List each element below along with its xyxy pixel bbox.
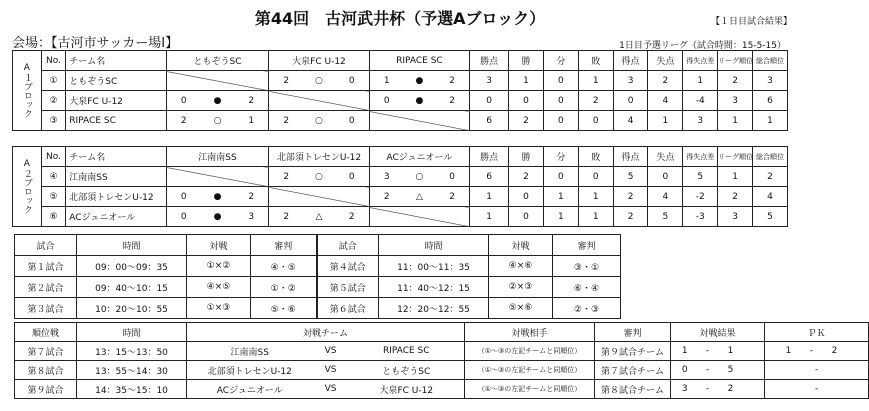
match-time: 13：15～13：50: [77, 342, 187, 361]
result-home: 0: [671, 361, 699, 380]
pk-spacer: [765, 342, 775, 361]
score-for: 3: [383, 171, 390, 182]
match-result-cell: [369, 187, 469, 207]
points: 0: [470, 91, 509, 111]
header-points: 勝点: [470, 147, 509, 167]
match-label: 第６試合: [317, 298, 379, 319]
result-mark: △: [415, 191, 423, 202]
overall-rank: 6: [753, 91, 788, 111]
wins: 1: [509, 71, 544, 91]
score-for: 2: [283, 115, 290, 126]
score-line: [370, 192, 469, 202]
header-team: チーム名: [66, 51, 166, 71]
overall-rank: 3: [753, 71, 788, 91]
header-points: 勝点: [470, 51, 509, 71]
score-against: 2: [449, 75, 455, 86]
score-line: [370, 172, 469, 182]
self-match-cell: [269, 187, 369, 207]
match-pairing: ①×②: [187, 256, 251, 277]
result-away: 2: [717, 380, 745, 399]
score-against: 0: [449, 171, 455, 182]
goals-for: 3: [613, 71, 648, 91]
points: 6: [470, 111, 509, 131]
opponent-header: 大泉FC U-12: [269, 51, 369, 71]
referee-team: 第８試合チーム: [595, 380, 671, 399]
goal-diff: -3: [683, 207, 718, 227]
match-pairing: ④×⑥: [489, 256, 553, 277]
header-vs: 対戦: [187, 235, 251, 256]
score-line: [269, 76, 368, 86]
score-against: 2: [248, 191, 255, 202]
result-spacer: [745, 361, 765, 380]
result-mark: ●: [213, 211, 222, 222]
match-result-cell: [269, 71, 369, 91]
losses: 2: [578, 91, 613, 111]
draws: 0: [543, 91, 578, 111]
goals-against: 4: [648, 187, 683, 207]
team-no: ⑥: [41, 207, 66, 227]
goals-against: 1: [648, 111, 683, 131]
block-a1-table: [12, 50, 788, 131]
overall-rank: 2: [753, 167, 788, 187]
header-ref: 審判: [595, 323, 671, 342]
pk-home: 1: [775, 342, 803, 361]
overall-rank: 1: [753, 111, 788, 131]
team-name: ともぞうSC: [66, 71, 166, 91]
match-label: 第２試合: [15, 277, 77, 298]
block-header-row: [13, 147, 788, 167]
score-line: [167, 116, 269, 126]
wins: 2: [509, 167, 544, 187]
away-team: ともぞうSC: [349, 361, 465, 380]
header-time: 時間: [379, 235, 489, 256]
opponent-note: （①～③の左記チームと同順位）: [465, 361, 595, 380]
block-a2-table: [12, 146, 788, 227]
goals-for: 0: [613, 91, 648, 111]
result-mark: ○: [415, 171, 424, 182]
header-teams: 対戦チーム: [187, 323, 465, 342]
match-time: 13：55～14：30: [77, 361, 187, 380]
header-goals-for: 得点: [613, 147, 648, 167]
header-league-rank: リーグ順位: [718, 147, 753, 167]
team-row: [13, 167, 788, 187]
score-line: [269, 116, 368, 126]
venue-label: 会場：【古河市サッカー場Ⅰ】: [12, 36, 179, 51]
team-no: ④: [41, 167, 66, 187]
schedule-row: [15, 277, 621, 298]
header-loss: 敗: [578, 147, 613, 167]
match-time: 14：35～15：10: [77, 380, 187, 399]
points: 6: [470, 167, 509, 187]
team-row: [13, 207, 788, 227]
score-line: [370, 96, 469, 106]
header-ref: 審判: [553, 235, 621, 256]
match-label: 第５試合: [317, 277, 379, 298]
result-home: 1: [671, 342, 699, 361]
result-spacer: [745, 342, 765, 361]
points: 1: [470, 187, 509, 207]
team-no: ⑤: [41, 187, 66, 207]
draws: 1: [543, 207, 578, 227]
match-result-cell: [369, 71, 469, 91]
team-name: 江南南SS: [66, 167, 166, 187]
team-name: 北部須トレセンU-12: [66, 187, 166, 207]
score-against: 2: [449, 191, 455, 202]
goals-against: 0: [648, 167, 683, 187]
header-goals-against: 失点: [648, 51, 683, 71]
match-referee: ④・⑤: [251, 256, 317, 277]
match-pairing: ⑤×⑥: [489, 298, 553, 319]
match-result-cell: [269, 167, 369, 187]
overall-rank: 5: [753, 207, 788, 227]
header-goal-diff: 得失点差: [683, 51, 718, 71]
match-time: 11：00～11：35: [379, 256, 489, 277]
pk-sep: -: [803, 342, 821, 361]
result-away: 1: [717, 342, 745, 361]
header-opponent: 対戦相手: [465, 323, 595, 342]
match-referee: ②・③: [553, 298, 621, 319]
goals-against: 4: [648, 91, 683, 111]
result-mark: ○: [213, 115, 222, 126]
header-goal-diff: 得失点差: [683, 147, 718, 167]
team-row: [13, 111, 788, 131]
pk-away: 2: [821, 342, 849, 361]
team-row: [13, 91, 788, 111]
pk-empty: -: [765, 380, 869, 399]
referee-team: 第９試合チーム: [595, 342, 671, 361]
match-result-cell: [166, 111, 269, 131]
score-line: [269, 212, 368, 222]
match-time: 12：20～12：55: [379, 298, 489, 319]
match-label: 第７試合: [15, 342, 77, 361]
match-time: 09：40～10：15: [77, 277, 187, 298]
result-mark: ●: [213, 95, 222, 106]
placement-row: [15, 361, 869, 380]
points: 3: [470, 71, 509, 91]
match-label: 第８試合: [15, 361, 77, 380]
losses: 0: [578, 167, 613, 187]
score-against: 3: [248, 211, 255, 222]
opponent-header: 江南南SS: [166, 147, 269, 167]
block-header-row: [13, 51, 788, 71]
goals-for: 4: [613, 111, 648, 131]
result-mark: ○: [315, 171, 323, 182]
schedule-header-row: [15, 235, 621, 256]
match-label: 第９試合: [15, 380, 77, 399]
header-win: 勝: [509, 51, 544, 71]
goal-diff: 3: [683, 111, 718, 131]
placement-row: [15, 342, 869, 361]
match-label: 第１試合: [15, 256, 77, 277]
score-line: [167, 192, 269, 202]
opponent-header: 北部須トレセンU-12: [269, 147, 369, 167]
losses: 1: [578, 207, 613, 227]
header-result: 対戦結果: [671, 323, 765, 342]
match-result-cell: [166, 187, 269, 207]
header-match: 試合: [15, 235, 77, 256]
score-for: 0: [180, 95, 187, 106]
team-name: RIPACE SC: [66, 111, 166, 131]
match-result-cell: [369, 167, 469, 187]
goals-for: 2: [613, 207, 648, 227]
match-label: 第４試合: [317, 256, 379, 277]
placement-header-row: [15, 323, 869, 342]
away-team: 大泉FC U-12: [349, 380, 465, 399]
match-pairing: ①×③: [187, 298, 251, 319]
header-overall-rank: 総合順位: [753, 147, 788, 167]
block-label: A２ブロック: [13, 147, 42, 227]
placement-row: [15, 380, 869, 399]
header-overall-rank: 総合順位: [753, 51, 788, 71]
result-mark: △: [315, 211, 323, 222]
page-title: 第44回 古河武井杯（予選Aブロック）: [254, 9, 546, 28]
header-team: チーム名: [66, 147, 166, 167]
self-match-cell: [269, 91, 369, 111]
self-match-cell: [166, 167, 269, 187]
match-pairing: ④×⑤: [187, 277, 251, 298]
match-referee: ⑤・⑥: [251, 298, 317, 319]
score-for: 2: [180, 115, 187, 126]
score-for: 1: [383, 75, 390, 86]
header-league-rank: リーグ順位: [718, 51, 753, 71]
match-result-cell: [369, 91, 469, 111]
score-line: [167, 212, 269, 222]
result-sep: -: [699, 361, 717, 380]
placement-table: [14, 322, 869, 399]
schedule-row: [15, 298, 621, 319]
score-line: [370, 76, 469, 86]
result-mark: ●: [213, 191, 222, 202]
header-ref: 審判: [251, 235, 317, 256]
self-match-cell: [369, 207, 469, 227]
match-pairing: ②×③: [489, 277, 553, 298]
match-referee: ①・②: [251, 277, 317, 298]
goal-diff: 1: [683, 71, 718, 91]
day-note: 【１日目試合結果】: [710, 17, 792, 27]
wins: 0: [509, 187, 544, 207]
wins: 2: [509, 111, 544, 131]
header-draw: 分: [543, 147, 578, 167]
opponent-header: ACジュニオール: [369, 147, 469, 167]
header-loss: 敗: [578, 51, 613, 71]
league-rank: 2: [718, 71, 753, 91]
losses: 1: [578, 187, 613, 207]
header-goals-against: 失点: [648, 147, 683, 167]
losses: 0: [578, 111, 613, 131]
opponent-note: （①～③の左記チームと同順位）: [465, 342, 595, 361]
result-mark: ○: [315, 75, 323, 86]
score-for: 0: [383, 95, 390, 106]
pk-spacer: [849, 342, 869, 361]
overall-rank: 4: [753, 187, 788, 207]
header-goals-for: 得点: [613, 51, 648, 71]
match-result-cell: [166, 91, 269, 111]
opponent-header: ともぞうSC: [166, 51, 269, 71]
score-against: 2: [248, 95, 255, 106]
header-pk: ＰＫ: [765, 323, 869, 342]
self-match-cell: [166, 71, 269, 91]
team-row: [13, 71, 788, 91]
result-spacer: [745, 380, 765, 399]
self-match-cell: [369, 111, 469, 131]
schedule-row: [15, 256, 621, 277]
header-draw: 分: [543, 51, 578, 71]
league-rank: 1: [718, 111, 753, 131]
score-line: [167, 96, 269, 106]
draws: 0: [543, 111, 578, 131]
result-mark: ●: [415, 95, 424, 106]
header-no: No.: [41, 147, 66, 167]
result-sep: -: [699, 380, 717, 399]
match-referee: ⑥・④: [553, 277, 621, 298]
vs-label: VS: [313, 342, 349, 361]
score-for: 2: [383, 191, 390, 202]
team-name: 大泉FC U-12: [66, 91, 166, 111]
match-time: 11：40～12：15: [379, 277, 489, 298]
schedule-table: [14, 234, 621, 319]
result-sep: -: [699, 342, 717, 361]
team-row: [13, 187, 788, 207]
match-time: 10：20～10：55: [77, 298, 187, 319]
header-vs: 対戦: [489, 235, 553, 256]
draws: 0: [543, 167, 578, 187]
score-against: 2: [348, 211, 355, 222]
score-for: 0: [180, 211, 187, 222]
goals-for: 5: [613, 167, 648, 187]
goal-diff: 5: [683, 167, 718, 187]
goals-for: 2: [613, 187, 648, 207]
goals-against: 2: [648, 71, 683, 91]
result-mark: ○: [315, 115, 323, 126]
draws: 0: [543, 71, 578, 91]
points: 1: [470, 207, 509, 227]
block-label: A１ブロック: [13, 51, 42, 131]
result-home: 3: [671, 380, 699, 399]
score-for: 2: [283, 75, 290, 86]
league-rank: 3: [718, 91, 753, 111]
header-placement-match: 順位戦: [15, 323, 77, 342]
team-no: ③: [41, 111, 66, 131]
team-name: ACジュニオール: [66, 207, 166, 227]
result-away: 5: [717, 361, 745, 380]
score-for: 2: [283, 171, 290, 182]
score-against: 0: [348, 115, 355, 126]
team-no: ②: [41, 91, 66, 111]
match-referee: ③・①: [553, 256, 621, 277]
vs-label: VS: [313, 380, 349, 399]
score-line: [269, 172, 368, 182]
league-info: 1日目予選リーグ（試合時間：15-5-15）: [619, 41, 786, 51]
vs-label: VS: [313, 361, 349, 380]
header-match: 試合: [317, 235, 379, 256]
league-rank: 1: [718, 167, 753, 187]
wins: 0: [509, 207, 544, 227]
home-team: 江南南SS: [187, 342, 313, 361]
match-time: 09：00～09：35: [77, 256, 187, 277]
score-against: 2: [449, 95, 455, 106]
header-win: 勝: [509, 147, 544, 167]
score-against: 0: [348, 171, 355, 182]
result-mark: ●: [415, 75, 424, 86]
home-team: 北部須トレセンU-12: [187, 361, 313, 380]
goals-against: 5: [648, 207, 683, 227]
referee-team: 第７試合チーム: [595, 361, 671, 380]
wins: 0: [509, 91, 544, 111]
away-team: RIPACE SC: [349, 342, 465, 361]
home-team: ACジュニオール: [187, 380, 313, 399]
team-no: ①: [41, 71, 66, 91]
opponent-note: （①～③の左記チームと同順位）: [465, 380, 595, 399]
header-no: No.: [41, 51, 66, 71]
opponent-header: RIPACE SC: [369, 51, 469, 71]
goal-diff: -2: [683, 187, 718, 207]
score-against: 1: [248, 115, 255, 126]
match-result-cell: [166, 207, 269, 227]
score-for: 2: [283, 211, 290, 222]
match-label: 第３試合: [15, 298, 77, 319]
pk-empty: -: [765, 361, 869, 380]
draws: 1: [543, 187, 578, 207]
league-rank: 2: [718, 187, 753, 207]
header-time: 時間: [77, 235, 187, 256]
score-against: 0: [348, 75, 355, 86]
header-time: 時間: [77, 323, 187, 342]
match-result-cell: [269, 111, 369, 131]
league-rank: 3: [718, 207, 753, 227]
goal-diff: -4: [683, 91, 718, 111]
match-result-cell: [269, 207, 369, 227]
score-for: 0: [180, 191, 187, 202]
losses: 1: [578, 71, 613, 91]
